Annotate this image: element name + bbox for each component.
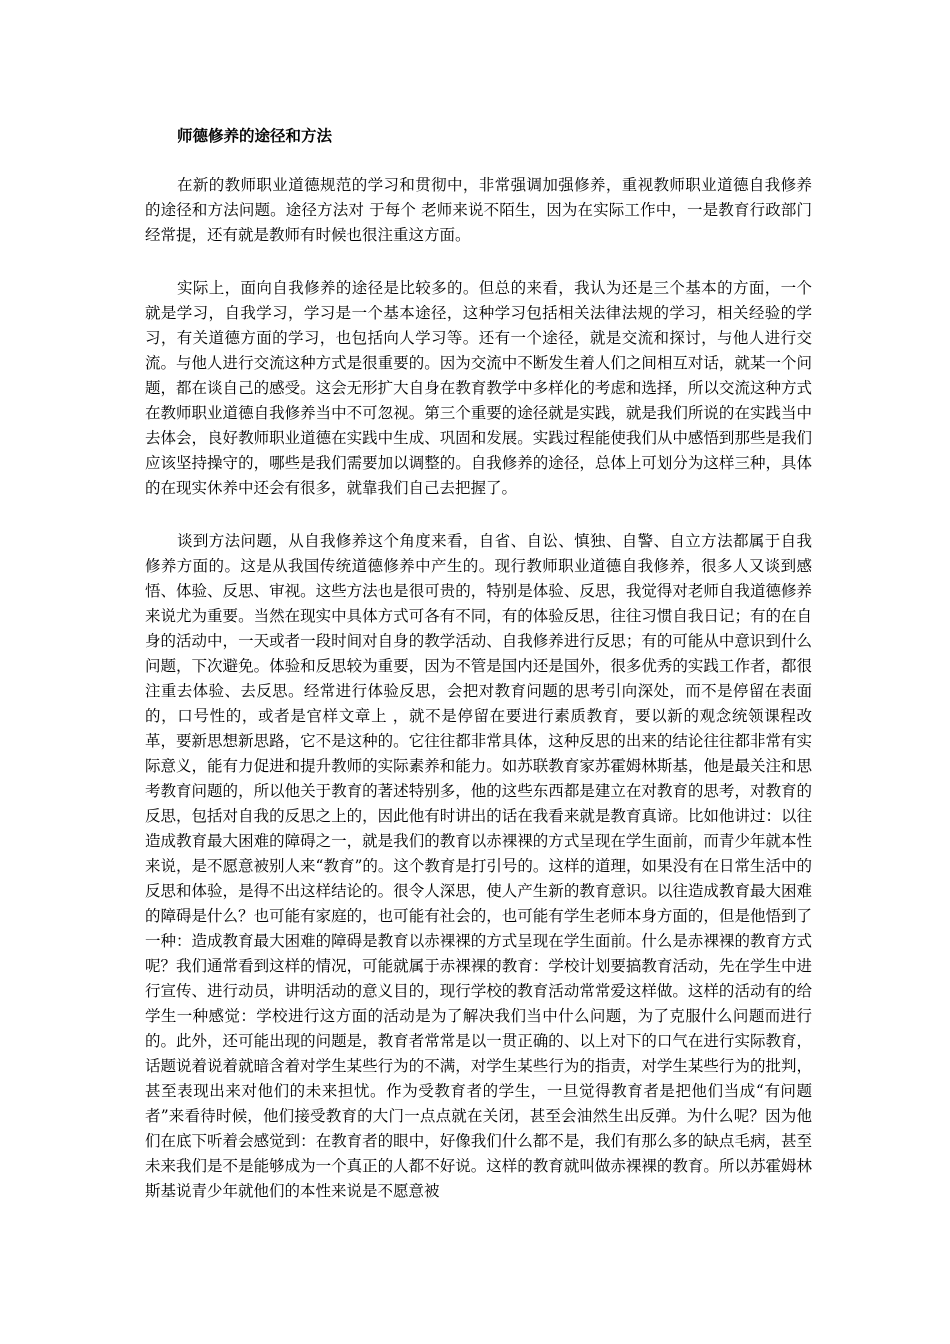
document-body [145,125,812,1204]
paragraph-paths: 实际上，面向自我修养的途径是比较多的。但总的来看，我认为还是三个基本的方面，一个就是学习，自我学习，学习是一个基本途径，这种学习包括相关法律法规的学习，相关经验的学习，有关道德方面的学习，也包括向人学习等。还有一个途径，就是交流和探讨，与他人进行交流。与他人进行交流这种方式是很重要的。因为交流中不断发生着人们之间相互对话，就某一个问题，都在谈自己的感受。这会无形扩大自身在教育教学中多样化的考虑和选择，所以交流这种方式在教师职业道德自我修养当中不可忽视。第三个重要的途径就是实践，就是我们所说的在实践当中去体会，良好教师职业道德在实践中生成、巩固和发展。实践过程能使我们从中感悟到那些是我们应该坚持操守的，哪些是我们需要加以调整的。自我修养的途径，总体上可划分为这样三种，具体的在现实休养中还会有很多，就靠我们自己去把握了。 [145,279,812,497]
paragraph-intro: 在新的教师职业道德规范的学习和贯彻中，非常强调加强修养，重视教师职业道德自我修养的途径和方法问题。途径方法对 于每个 老师来说不陌生，因为在实际工作中，一是教育行政部门经常提，还有就是教师有时候也很注重这方面。 [145,176,812,244]
paragraph-methods: 谈到方法问题，从自我修养这个角度来看，自省、自讼、慎独、自警、自立方法都属于自我修养方面的。这是从我国传统道德修养中产生的。现行教师职业道德自我修养，很多人又谈到感悟、体验、反思、审视。这些方法也是很可贵的，特别是体验、反思，我觉得对老师自我道德修养来说尤为重要。当然在现实中具体方式可各有不同，有的体验反思，往往习惯自我日记；有的在自身的活动中，一天或者一段时间对自身的教学活动、自我修养进行反思；有的可能从中意识到什么问题，下次避免。体验和反思较为重要，因为不管是国内还是国外，很多优秀的实践工作者，都很注重去体验、去反思。经常进行体验反思，会把对教育问题的思考引向深处，而不是停留在表面的，口号性的，或者是官样文章上 ，就不是停留在要进行素质教育，要以新的观念统领课程改革，要新思想新思路，它不是这种的。它往往都非常具体，这种反思的出来的结论往往都非常有实际意义，能有力促进和提升教师的实际素养和能力。如苏联教育家苏霍姆林斯基，他是最关注和思考教育问题的，所以他关于教育的著述特别多，他的这些东西都是建立在对教育的思考，对教育的反思，包括对自我的反思之上的，因此他有时讲出的话在我看来就是教育真谛。比如他讲过：以往造成教育最大困难的障碍之一，就是我们的教育以赤裸裸的方式呈现在学生面前，而青少年就本性来说，是不愿意被别人来“教育”的。这个教育是打引号的。这样的道理，如果没有在日常生活中的反思和体验，是得不出这样结论的。很令人深思，使人产生新的教育意识。以往造成教育最大困难的障碍是什么？也可能有家庭的，也可能有社会的，也可能有学生老师本身方面的，但是他悟到了一种：造成教育最大困难的障碍是教育以赤裸裸的方式呈现在学生面前。什么是赤裸裸的教育方式呢？我们通常看到这样的情况，可能就属于赤裸裸的教育：学校计划要搞教育活动，先在学生中进行宣传、进行动员，讲明活动的意义目的，现行学校的教育活动常常爱这样做。这样的活动有的给学生一种感觉：学校进行这方面的活动是为了解决我们当中什么问题，为了克服什么问题而进行的。此外，还可能出现的问题是，教育者常常是以一贯正确的、以上对下的口气在进行实际教育，话题说着说着就暗含着对学生某些行为的不满，对学生某些行为的指责，对学生某些行为的批判，甚至表现出来对他们的未来担忧。作为受教育者的学生，一旦觉得教育者是把他们当成“有问题者”来看待时候，他们接受教育的大门一点点就在关闭，甚至会油然生出反弹。为什么呢？因为他们在底下听着会感觉到：在教育者的眼中，好像我们什么都不是，我们有那么多的缺点毛病，甚至未来我们是不是能够成为一个真正的人都不好说。这样的教育就叫做赤裸裸的教育。所以苏霍姆林斯基说青少年就他们的本性来说是不愿意被 [145,532,812,1200]
document-title: 师德修养的途径和方法 [177,126,333,145]
